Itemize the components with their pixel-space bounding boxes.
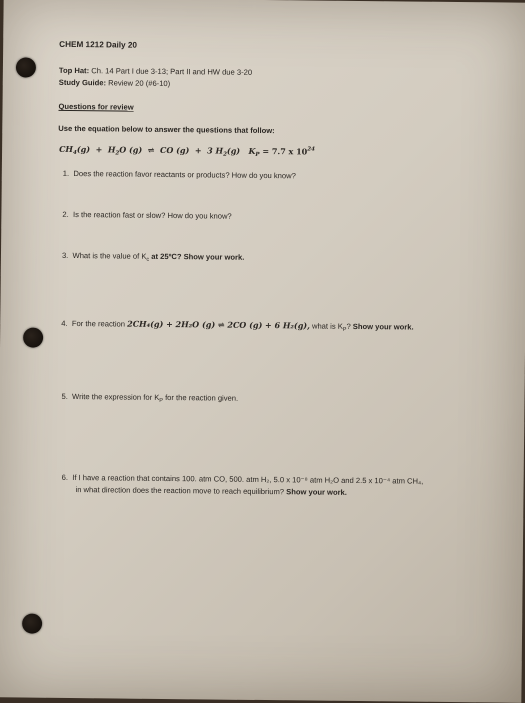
punch-hole-middle bbox=[23, 327, 43, 347]
question-3: 3. What is the value of $K_c$ at 25ºC? Show your work. bbox=[61, 250, 245, 263]
question-6: 6. If I have a reaction that contains 100. atm CO, 500. atm H₂, 5.0 x 10⁻⁸ atm H₂O and 2.5 x 10⁻⁴ atm CH₄, bbox=[61, 472, 424, 486]
question-6-line-2: in what direction does the reaction move to reach equilibrium? Show your work. bbox=[75, 485, 347, 497]
top-hat-line: Top Hat: Ch. 14 Part I due 3-13; Part II and HW due 3-20 bbox=[58, 65, 253, 77]
punch-hole-bottom bbox=[22, 613, 42, 633]
section-title: Questions for review bbox=[58, 101, 134, 112]
question-4: 4. For the reaction 2CH₄(g) + 2H₂O (g) ⇌ 2CO (g) + 6 H₂(g), what is $K_P$? Show your work. bbox=[61, 318, 414, 333]
equilibrium-equation: $CH_4(g) + H_2O$ (g) ⇌ CO (g) + 3 $H_2(g)$ $K_P = 7.7$ x $10^{24}$ bbox=[59, 143, 315, 158]
question-2: 2. Is the reaction fast or slow? How do you know? bbox=[62, 209, 232, 221]
punch-hole-top bbox=[16, 57, 36, 77]
instruction-text: Use the equation below to answer the questions that follow: bbox=[58, 123, 275, 136]
course-title: CHEM 1212 Daily 20 bbox=[59, 39, 138, 50]
question-5: 5. Write the expression for $K_P$ for the reaction given. bbox=[61, 391, 239, 404]
question-1: 1. Does the reaction favor reactants or products? How do you know? bbox=[62, 168, 296, 181]
study-guide-line: Study Guide: Review 20 (#6-10) bbox=[58, 77, 171, 89]
